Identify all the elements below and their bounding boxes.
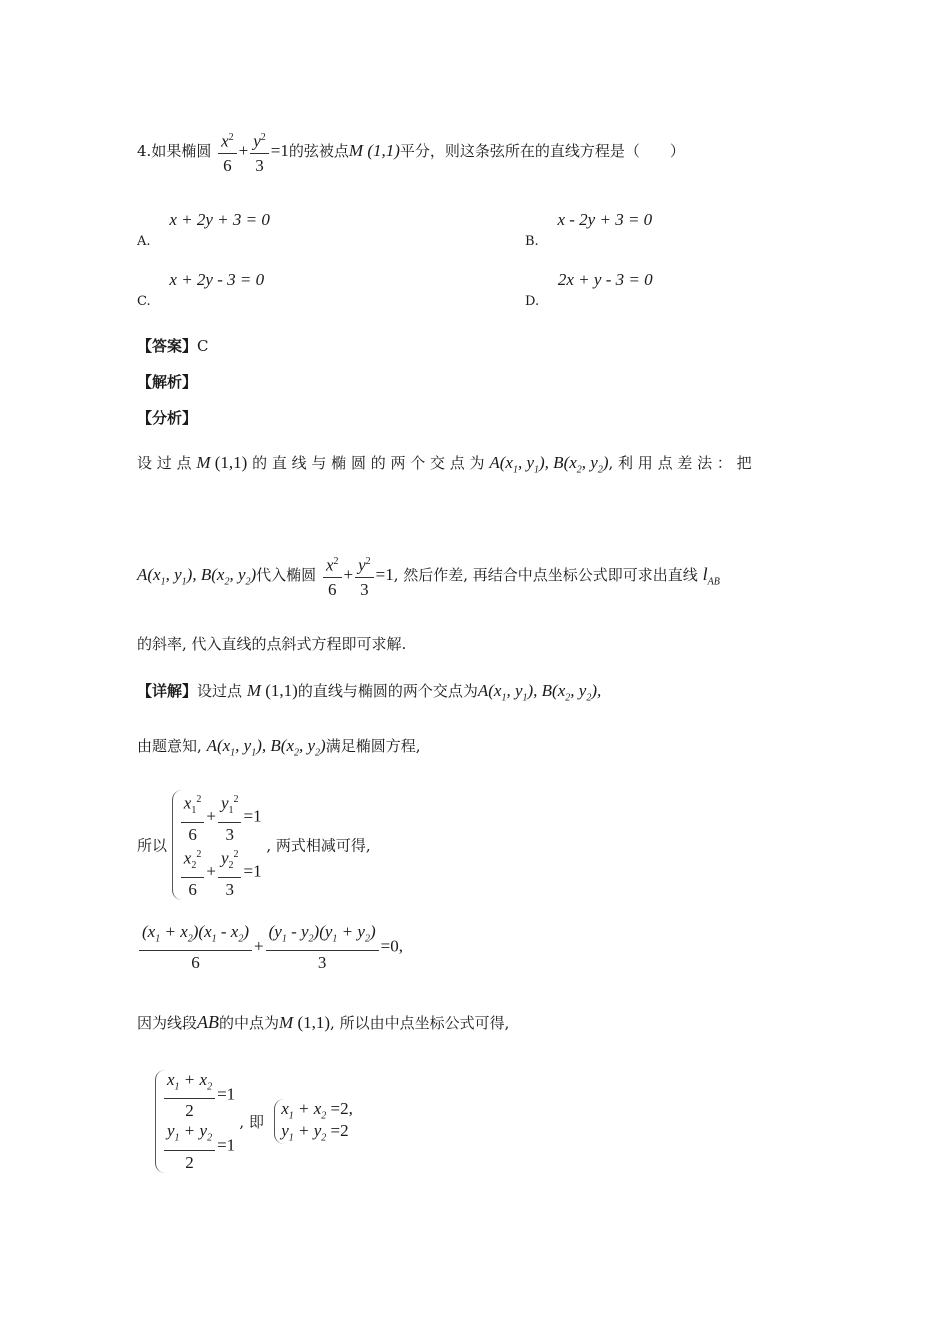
ellipse-fraction-y: $\frac{y^2}{3}$ [250,128,269,176]
detail-line-5: 因为线段AB的中点为M (1,1), 所以由中点坐标公式可得, [137,1012,510,1032]
analysis-label: 【解析】 [137,373,198,391]
point-m: M (1,1) [348,140,400,160]
option-d[interactable] [525,270,653,309]
answer-value: C [197,337,209,355]
detail-line-2: 由题意知, $A(x_1$, $y_1$), $B(x_2$, $y_2$)满足椭圆方程, [137,736,421,759]
difference-equation: $\frac{(x_1 + x_2)(x_1 - x_2)}{6}$ + $\frac{(y_1 - y_2)(y_1 + y_2)}{3}$ =0, [137,922,403,973]
line-l-ab: $l_{AB}$ [702,563,720,588]
question-text-prefix: 如果椭圆 [151,141,212,160]
fenxi-label: 【分析】 [137,409,198,427]
option-b-letter: B. [525,234,539,249]
option-b-expr: x - 2y + 3 = 0 [557,210,653,229]
fenxi-point-m: M (1,1) [196,453,248,472]
option-a-expr: x + 2y + 3 = 0 [169,210,270,229]
option-a-letter: A. [137,234,151,249]
question-number: 4. [137,141,152,160]
detail-label: 【详解】 [137,682,198,700]
option-d-expr: 2x + y - 3 = 0 [557,270,653,289]
ellipse-rhs: =1 [270,140,289,160]
question-text-suffix: 平分，则这条弦所在的直线方程是（ ） [399,141,685,160]
detail-line-1: 【详解】设过点 M (1,1)的直线与椭圆的两个交点为$A(x_1$, $y_1$), $B(x_2$, $y_2$), [137,681,602,704]
option-c-letter: C. [137,294,151,309]
option-c[interactable] [137,270,265,309]
fenxi-line-1: 设 过 点 M (1,1) 的 直 线 与 椭 圆 的 两 个 交 点 为 $A(x_1$, $y_1$), $B(x_2$, $y_2$), 利 用 点 差 法 ： 把 [137,453,752,476]
fenxi-points-ab-2: $A(x_1$, $y_1$), $B(x_2$, $y_2$) [137,564,257,588]
midpoint-system: $\frac{x_1 + x_2}{2}$ =1 $\frac{y_1 + y_2}{2}$ =1 , 即 $x_1 + x_2 =2$, $y_1 + y_2 =2$ [155,1070,353,1173]
option-b[interactable] [525,210,653,249]
fenxi-line-3: 的斜率, 代入直线的点斜式方程即可求解. [137,635,407,653]
option-d-letter: D. [525,294,540,309]
ellipse-fraction-x: $\frac{x^2}{6}$ [218,128,237,176]
fenxi-fraction-x: $\frac{x^2}{6}$ [323,552,342,600]
fenxi-fraction-y: $\frac{y^2}{3}$ [355,552,374,600]
question-stem: 4.如果椭圆 $\frac{x^2}{6}$ + $\frac{y^2}{3}$ =1的弦被点M (1,1)平分，则这条弦所在的直线方程是（ ） [137,128,685,176]
detail-system: 所以 $\frac{x_1^2}{6}$ + $\frac{y_1^2}{3}$ =1 $\frac{x_2^2}{6}$ + $\frac{y_2^2}{3}$ =1 , 两式相减可得, [137,790,371,900]
fenxi-line-2: $A(x_1$, $y_1$), $B(x_2$, $y_2$)代入椭圆 $\frac{x^2}{6}$ + $\frac{y^2}{3}$ =1, 然后作差, 再结合中点坐标公式即可求出直线 $l_{AB}$ [137,552,720,600]
fenxi-points-ab: $A(x_1$, $y_1$), $B(x_2$, $y_2$) [489,453,609,476]
question-text-middle: 的弦被点 [288,141,349,160]
answer-label: 【答案】 [137,337,198,355]
ellipse-system: $\frac{x_1^2}{6}$ + $\frac{y_1^2}{3}$ =1 $\frac{x_2^2}{6}$ + $\frac{y_2^2}{3}$ =1 [172,790,262,900]
answer-line [137,335,209,356]
option-c-expr: x + 2y - 3 = 0 [169,270,265,289]
option-a[interactable] [137,210,270,249]
